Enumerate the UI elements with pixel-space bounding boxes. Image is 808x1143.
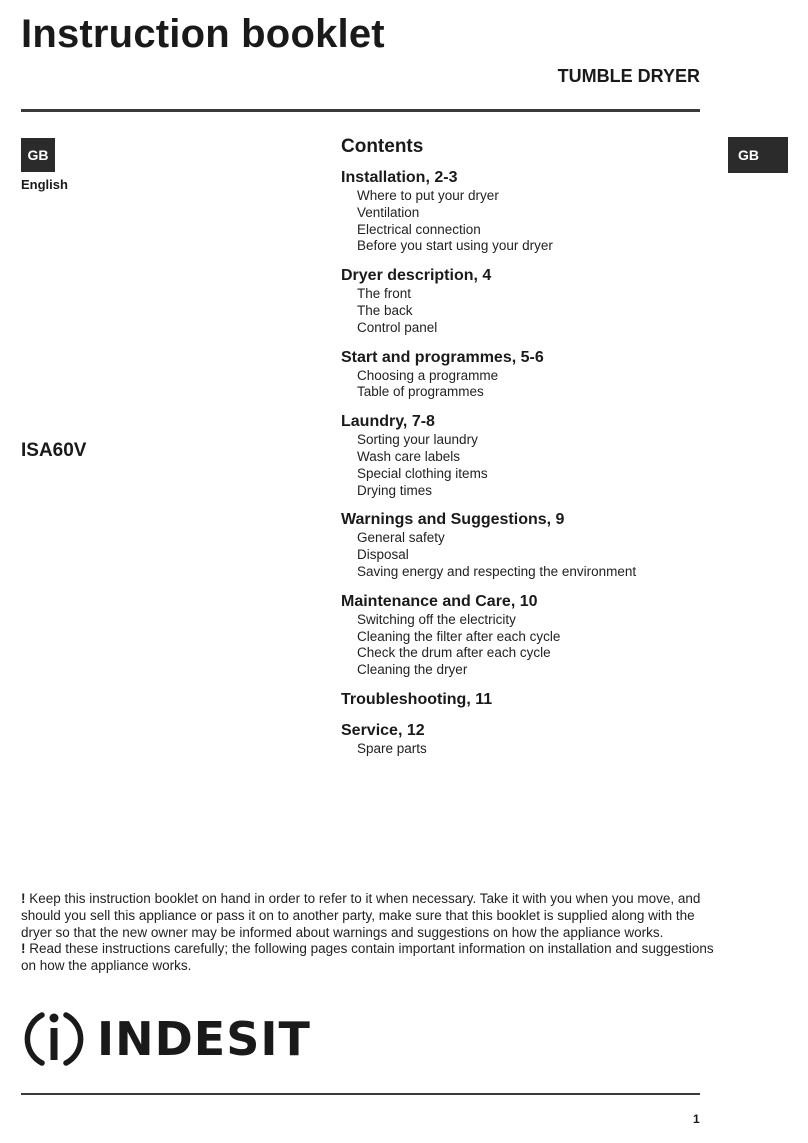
list-item: Ventilation bbox=[357, 204, 420, 220]
list-item: Sorting your laundry bbox=[357, 432, 478, 448]
contents-heading: Contents bbox=[341, 136, 424, 157]
brand-wordmark: INDESIT bbox=[97, 1012, 311, 1066]
list-item: Special clothing items bbox=[357, 465, 488, 481]
page-number: 1 bbox=[693, 1112, 700, 1126]
bottom-divider bbox=[21, 1093, 700, 1095]
list-item: General safety bbox=[357, 530, 445, 546]
section-items bbox=[341, 432, 741, 499]
table-of-contents bbox=[341, 136, 741, 769]
section-title: Dryer description, 4 bbox=[341, 267, 492, 285]
list-item: Wash care labels bbox=[357, 448, 461, 464]
contents-section bbox=[341, 412, 741, 499]
model-number: ISA60V bbox=[21, 440, 87, 461]
contents-section bbox=[341, 592, 741, 679]
contents-section bbox=[341, 168, 741, 255]
notes-block bbox=[21, 891, 721, 975]
list-item: Electrical connection bbox=[357, 221, 481, 237]
note-paragraph bbox=[21, 891, 721, 941]
top-divider bbox=[21, 109, 700, 112]
language-side-tab: GB bbox=[728, 137, 788, 173]
list-item: The back bbox=[357, 302, 413, 318]
list-item: Cleaning the filter after each cycle bbox=[357, 628, 561, 644]
section-title: Laundry, 7-8 bbox=[341, 413, 435, 431]
list-item: Control panel bbox=[357, 319, 438, 335]
document-subtitle: TUMBLE DRYER bbox=[557, 66, 700, 86]
list-item: Saving energy and respecting the environment bbox=[357, 563, 637, 579]
contents-section bbox=[341, 348, 741, 402]
list-item: Where to put your dryer bbox=[357, 188, 499, 203]
section-items bbox=[341, 368, 741, 402]
section-items bbox=[341, 188, 741, 255]
contents-section bbox=[341, 721, 741, 758]
section-title: Troubleshooting, 11 bbox=[341, 690, 493, 708]
section-title: Warnings and Suggestions, 9 bbox=[341, 511, 565, 529]
section-title: Service, 12 bbox=[341, 721, 425, 739]
note-text: Read these instructions carefully; the following pages contain important information on installation and suggestions on how the appliance works. bbox=[21, 941, 714, 974]
section-title: Start and programmes, 5-6 bbox=[341, 348, 544, 366]
section-items bbox=[341, 286, 741, 336]
indesit-logo-icon bbox=[21, 1008, 87, 1070]
page-title: Instruction booklet bbox=[21, 12, 385, 56]
list-item: Table of programmes bbox=[357, 384, 484, 400]
contents-sections bbox=[341, 168, 741, 758]
language-label: English bbox=[21, 177, 68, 192]
brand-logo bbox=[21, 1007, 311, 1071]
note-text: Keep this instruction booklet on hand in order to refer to it when necessary. Take it with you when you move, and should you sell this appliance or pass it on to another party, make sure that this booklet is supplied along with the dryer so that the new owner may be informed about warnings and suggestions on how the appliance works. bbox=[21, 891, 701, 940]
language-badge: GB bbox=[21, 138, 55, 172]
list-item: Switching off the electricity bbox=[357, 611, 516, 627]
list-item: Disposal bbox=[357, 547, 409, 563]
list-item: The front bbox=[357, 286, 412, 302]
list-item: Before you start using your dryer bbox=[357, 238, 553, 254]
contents-section bbox=[341, 690, 741, 710]
list-item: Spare parts bbox=[357, 740, 427, 756]
section-title: Installation, 2-3 bbox=[341, 169, 458, 186]
section-items bbox=[341, 612, 741, 679]
contents-section bbox=[341, 266, 741, 336]
section-title: Maintenance and Care, 10 bbox=[341, 592, 538, 610]
section-items bbox=[341, 530, 741, 580]
list-item: Check the drum after each cycle bbox=[357, 645, 551, 661]
list-item: Cleaning the dryer bbox=[357, 662, 468, 678]
note-paragraph bbox=[21, 941, 721, 975]
list-item: Choosing a programme bbox=[357, 367, 499, 383]
list-item: Drying times bbox=[357, 482, 433, 498]
exclamation-icon: ! bbox=[21, 941, 26, 957]
contents-section bbox=[341, 510, 741, 580]
section-items bbox=[341, 741, 741, 758]
exclamation-icon: ! bbox=[21, 891, 26, 906]
